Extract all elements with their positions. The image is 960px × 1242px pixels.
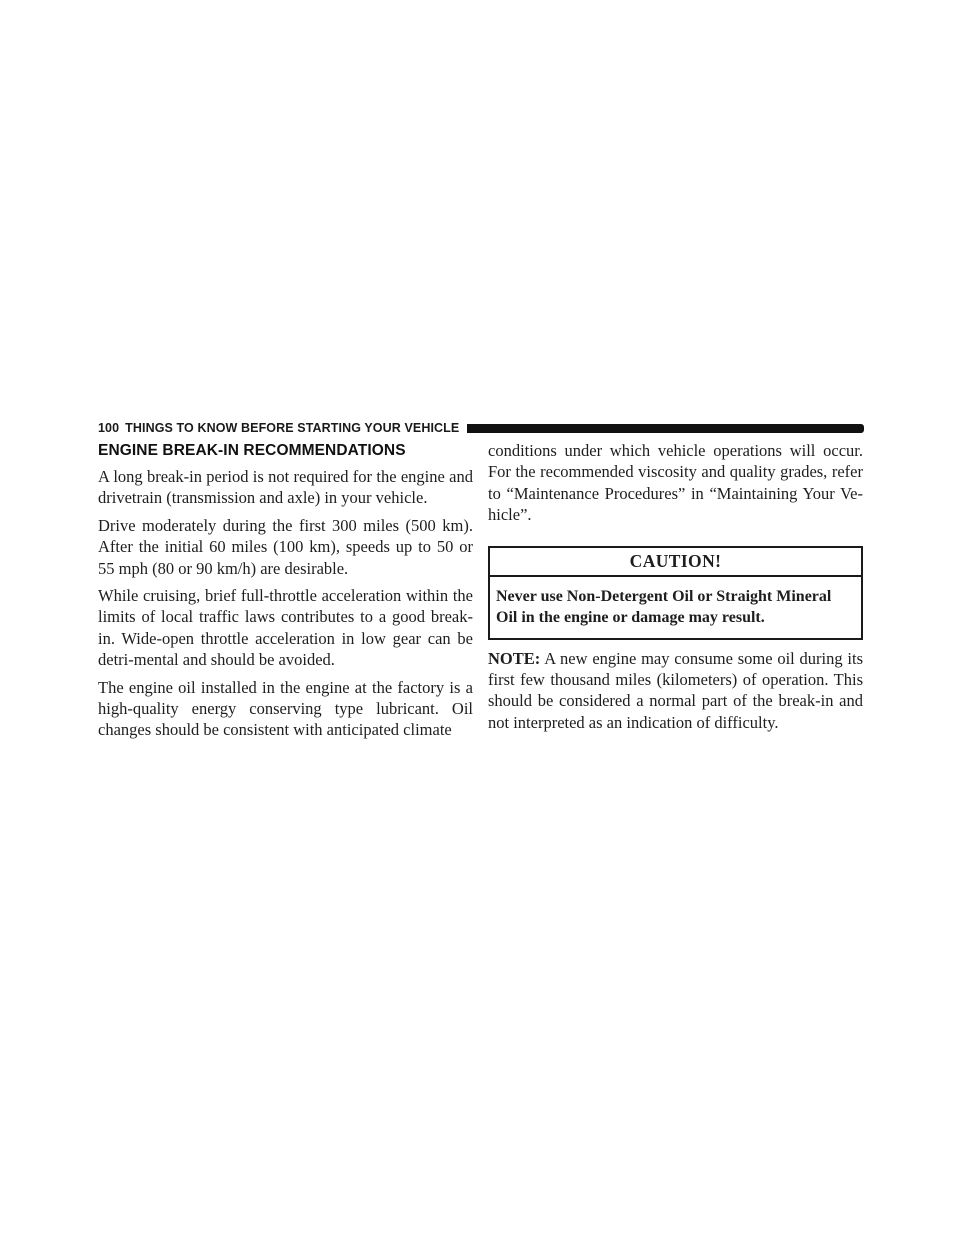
paragraph-cruising: While cruising, brief full-throttle acceleration within the limits of local traffic laws contributes to a good break-in. Wide-open throttle acceleration in low gear can be detri-mental and should be avoided. <box>98 586 473 670</box>
paragraph-drive-moderately: Drive moderately during the first 300 miles (500 km). After the initial 60 miles (100 km), speeds up to 50 or 55 mph (80 or 90 km/h) are desirable. <box>98 515 473 578</box>
caution-box <box>488 546 863 640</box>
caution-text: Never use Non-Detergent Oil or Straight Mineral Oil in the engine or damage may result. <box>496 587 832 627</box>
right-column <box>488 440 863 739</box>
section-title: ENGINE BREAK-IN RECOMMENDATIONS <box>98 442 406 459</box>
paragraph-continued: conditions under which vehicle operations will occur. For the recommended viscosity and quality grades, refer to “Maintenance Procedures” in “Maintaining Your Ve-hicle”. <box>488 441 863 525</box>
page-header <box>98 419 864 437</box>
note-label: NOTE: <box>488 648 541 668</box>
header-rule <box>467 424 864 433</box>
caution-title: CAUTION! <box>490 548 861 577</box>
left-column <box>98 440 473 747</box>
note-text: A new engine may consume some oil during its first few thousand miles (kilometers) of operation. This should be considered a normal part of the break-in and not interpreted as an indication of difficulty. <box>488 648 863 732</box>
paragraph-engine-oil: The engine oil installed in the engine at the factory is a high-quality energy conserving type lubricant. Oil changes should be consistent with anticipated climate <box>98 677 473 740</box>
paragraph-break-in-period: A long break-in period is not required for the engine and drivetrain (transmission and axle) in your vehicle. <box>98 467 473 508</box>
running-title: THINGS TO KNOW BEFORE STARTING YOUR VEHICLE <box>125 421 460 435</box>
page-number: 100 <box>98 421 120 435</box>
note-paragraph <box>488 648 863 734</box>
